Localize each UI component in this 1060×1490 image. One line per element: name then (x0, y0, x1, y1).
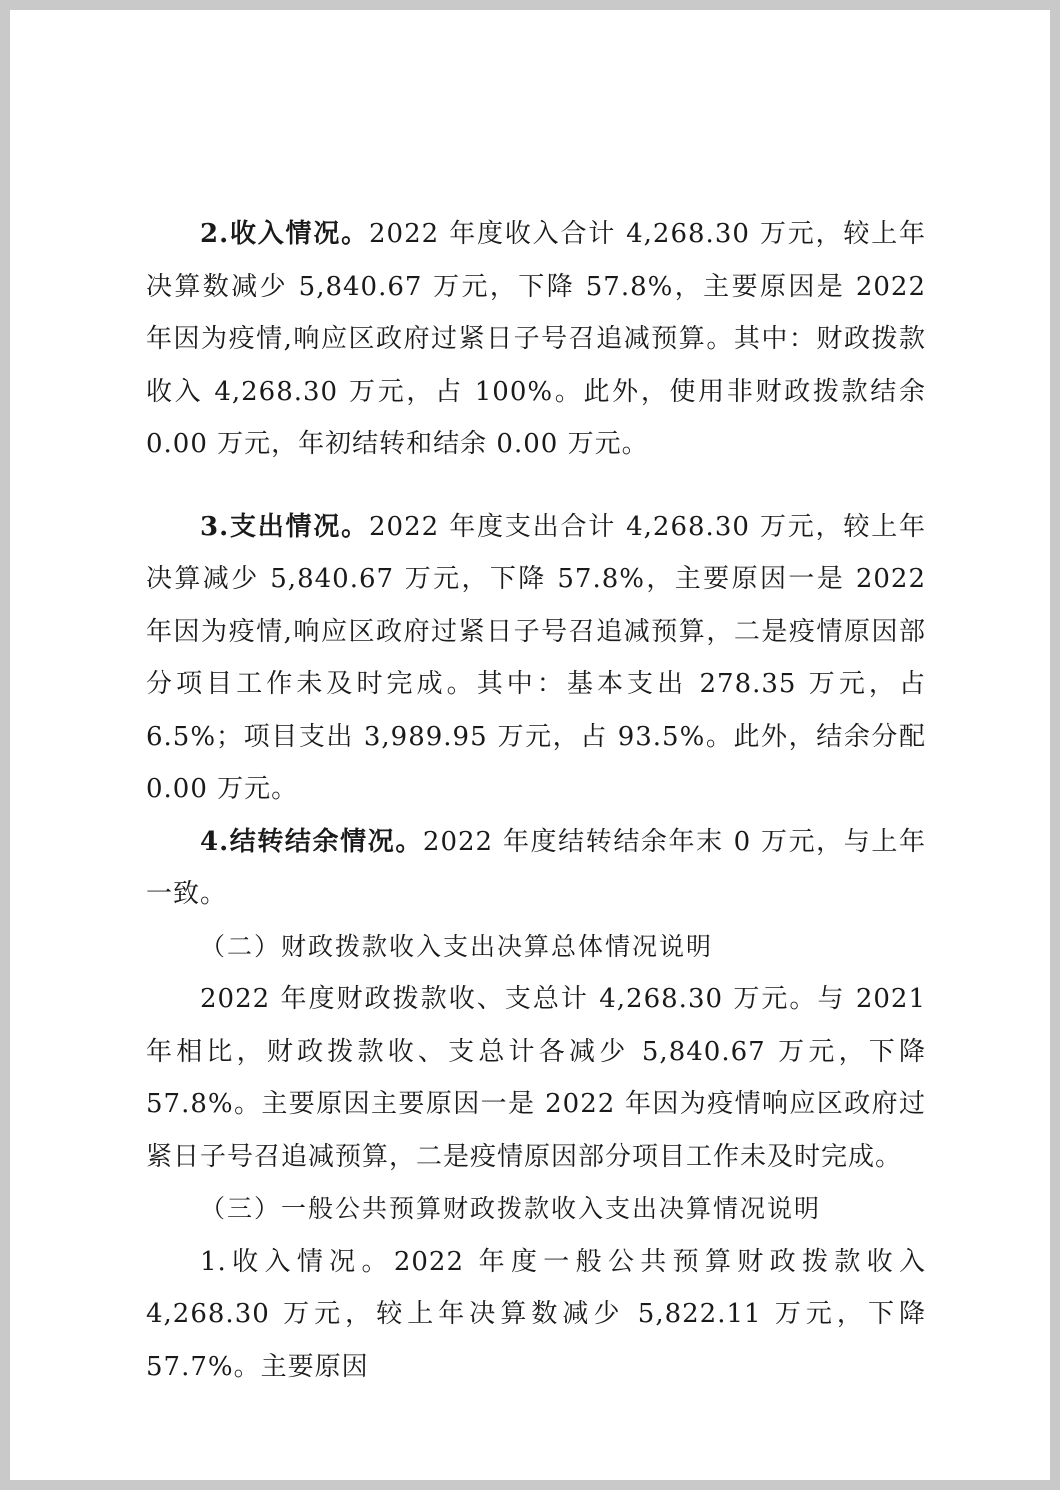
paragraph-general-income: 1.收入情况。2022 年度一般公共预算财政拨款收入 4,268.30 万元，较上年决算数减少 5,822.11 万元，下降 57.7%。主要原因 (146, 1246, 926, 1382)
paragraph-income (146, 208, 926, 471)
document-page (10, 10, 1050, 1480)
paragraph-carryover (146, 816, 926, 921)
paragraph-carryover-lead: 4.结转结余情况。 (200, 826, 423, 857)
paragraph-expense (146, 501, 926, 816)
paragraph-income-text: 2022 年度收入合计 4,268.30 万元，较上年决算数减少 5,840.67 万元，下降 57.8%，主要原因是 2022 年因为疫情,响应区政府过紧日子号召追减预算。其中：财政拨款收入 4,268.30 万元，占 100%。此外，使用非财政拨款结余 0.00 万元，年初结转和结余 0.00 万元。 (146, 219, 926, 459)
heading-fiscal-total: （二）财政拨款收入支出决算总体情况说明 (200, 931, 714, 961)
paragraph-carryover-text: 2022 年度结转结余年末 0 万元，与上年一致。 (146, 826, 926, 909)
heading-general-budget: （三）一般公共预算财政拨款收入支出决算情况说明 (200, 1194, 822, 1223)
document-body (146, 208, 926, 1393)
paragraph-fiscal-total: 2022 年度财政拨款收、支总计 4,268.30 万元。与 2021 年相比，财政拨款收、支总计各减少 5,840.67 万元，下降 57.8%。主要原因主要原因一是 2022 年因为疫情响应区政府过紧日子号召追减预算，二是疫情原因部分项目工作未及时完成。 (146, 984, 926, 1172)
paragraph-income-lead: 2.收入情况。 (200, 219, 369, 249)
paragraph-expense-text: 2022 年度支出合计 4,268.30 万元，较上年决算减少 5,840.67 万元，下降 57.8%，主要原因一是 2022 年因为疫情,响应区政府过紧日子号召追减预算，二是疫情原因部分项目工作未及时完成。其中：基本支出 278.35 万元，占 6.5%；项目支出 3,989.95 万元，占 93.5%。此外，结余分配 0.00 万元。 (146, 511, 926, 804)
paragraph-expense-lead: 3.支出情况。 (200, 511, 369, 542)
